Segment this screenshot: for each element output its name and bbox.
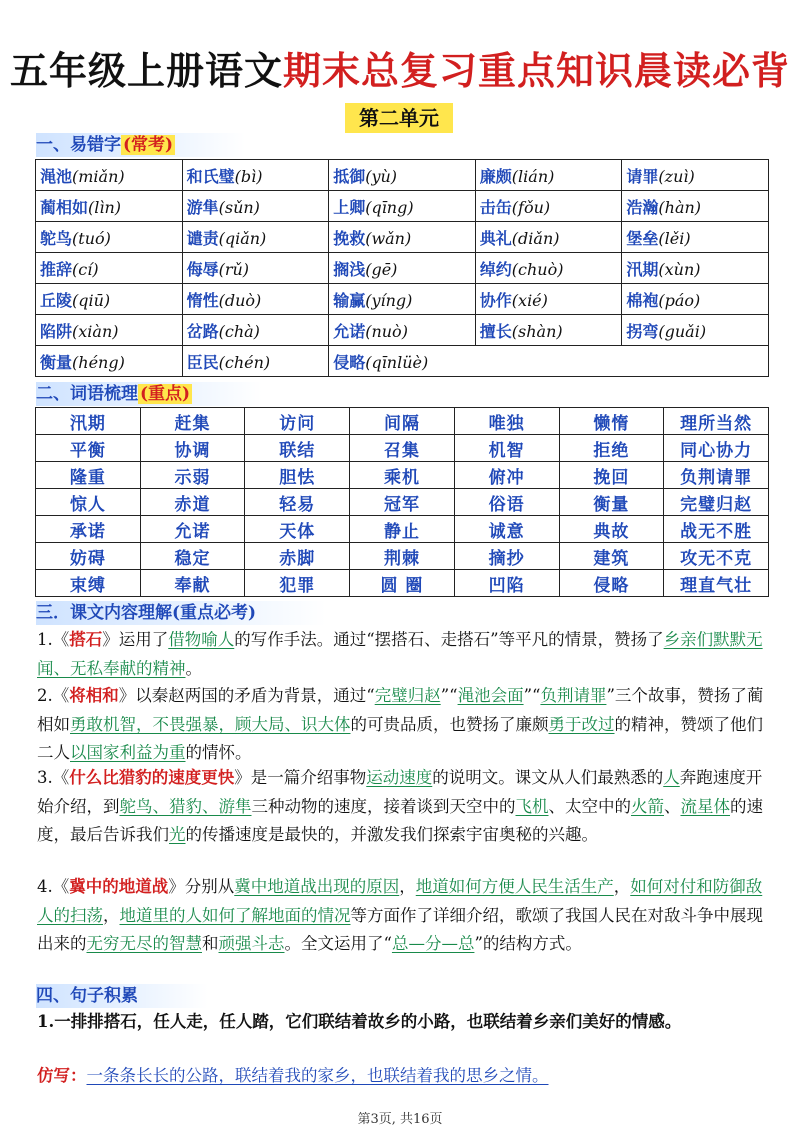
paragraph-3: 3.《什么比猎豹的速度更快》是一篇介绍事物运动速度的说明文。课文从人们最熟悉的人奔跑速度开始介绍，到鸵鸟、猎豹、游隼三种动物的速度，接着谈到天空中的飞机、太空中的火箭、流星体的速度，最后告诉我们光的传播速度是最快的，并激发我们探索宇宙奥秘的兴趣。 (37, 768, 763, 844)
vocab-cell: 凹陷 (454, 570, 559, 597)
vocab-cell: 联结 (245, 435, 350, 462)
char-cell: 蔺相如(lìn) (36, 191, 183, 222)
imitation-sentence: 仿写：一条条长长的公路，联结着我的家乡，也联结着我的思乡之情。 (37, 1066, 549, 1085)
page-title (0, 40, 800, 95)
char-cell: 渑池(miǎn) (36, 160, 183, 191)
char-row (36, 253, 769, 284)
lesson-title: 冀中的地道战 (69, 877, 169, 896)
unit-label: 第二单元 (345, 103, 453, 133)
vocab-row (36, 435, 769, 462)
char-cell: 搁浅(gē) (329, 253, 476, 284)
imitation-label: 仿写 (37, 1066, 70, 1085)
char-row (36, 284, 769, 315)
lesson-title: 什么比猎豹的速度更快 (69, 768, 235, 787)
char-cell: 挽救(wǎn) (329, 222, 476, 253)
title-part-2: 期末总复习重点知识晨读必背 (283, 49, 791, 93)
char-cell: 允诺(nuò) (329, 315, 476, 346)
vocab-cell: 诚意 (454, 516, 559, 543)
char-cell: 惰性(duò) (182, 284, 329, 315)
char-cell: 协作(xié) (475, 284, 622, 315)
vocab-cell: 懒惰 (559, 408, 664, 435)
vocab-cell: 拒绝 (559, 435, 664, 462)
vocab-cell: 汛期 (36, 408, 141, 435)
vocab-cell: 负荆请罪 (664, 462, 769, 489)
char-cell: 拐弯(guǎi) (622, 315, 769, 346)
lesson-title: 搭石 (69, 630, 103, 649)
char-cell: 浩瀚(hàn) (622, 191, 769, 222)
char-cell: 堡垒(lěi) (622, 222, 769, 253)
vocab-cell: 平衡 (36, 435, 141, 462)
section-3-label: 三．课文内容理解(重点必考) (36, 603, 257, 623)
char-cell: 侵略(qīnlüè) (329, 346, 769, 377)
section-heading-1 (36, 133, 245, 157)
vocab-cell: 战无不胜 (664, 516, 769, 543)
page-footer: 第3页, 共16页 (357, 1112, 443, 1127)
vocab-row (36, 543, 769, 570)
vocab-cell: 束缚 (36, 570, 141, 597)
vocab-cell: 妨碍 (36, 543, 141, 570)
vocab-cell: 圆 圈 (350, 570, 455, 597)
vocab-cell: 赤道 (140, 489, 245, 516)
vocab-cell: 同心协力 (664, 435, 769, 462)
vocab-cell: 惊人 (36, 489, 141, 516)
vocab-cell: 摘抄 (454, 543, 559, 570)
lesson-title: 将相和 (69, 686, 119, 705)
vocab-cell: 挽回 (559, 462, 664, 489)
vocab-cell: 理直气壮 (664, 570, 769, 597)
vocab-cell: 轻易 (245, 489, 350, 516)
vocab-cell: 建筑 (559, 543, 664, 570)
vocab-cell: 天体 (245, 516, 350, 543)
vocab-cell: 赶集 (140, 408, 245, 435)
char-cell: 岔路(chà) (182, 315, 329, 346)
vocab-cell: 隆重 (36, 462, 141, 489)
char-cell: 侮辱(rǔ) (182, 253, 329, 284)
char-cell: 丘陵(qiū) (36, 284, 183, 315)
char-cell: 游隼(sǔn) (182, 191, 329, 222)
paragraph-1: 1.《搭石》运用了借物喻人的写作手法。通过“摆搭石、走搭石”等平凡的情景，赞扬了乡亲们默默无闻、无私奉献的精神。 (37, 630, 763, 678)
paragraph-4: 4.《冀中的地道战》分别从冀中地道战出现的原因，地道如何方便人民生活生产，如何对付和防御敌人的扫荡，地道里的人如何了解地面的情况等方面作了详细介绍，歌颂了我国人民在对敌斗争中展现出来的无穷无尽的智慧和顽强斗志。全文运用了“总—分—总”的结构方式。 (37, 877, 763, 953)
char-cell: 抵御(yù) (329, 160, 476, 191)
paragraph-2: 2.《将相和》以秦赵两国的矛盾为背景，通过“完璧归赵”“渑池会面”“负荆请罪”三个故事，赞扬了蔺相如勇敢机智，不畏强暴，顾大局、识大体的可贵品质，也赞扬了廉颇勇于改过的精神，赞颂了他们二人以国家利益为重的情怀。 (37, 686, 764, 762)
char-cell: 擅长(shàn) (475, 315, 622, 346)
imitation-text: 一条条长长的公路，联结着我的家乡，也联结着我的思乡之情。 (86, 1066, 549, 1085)
char-row (36, 191, 769, 222)
section-2-tag: (重点) (140, 384, 191, 404)
error-prone-chars-table (35, 159, 769, 377)
vocab-row (36, 570, 769, 597)
vocab-cell: 理所当然 (664, 408, 769, 435)
vocab-table (35, 407, 769, 597)
char-cell: 上卿(qīng) (329, 191, 476, 222)
char-cell: 输赢(yíng) (329, 284, 476, 315)
vocab-cell: 犯罪 (245, 570, 350, 597)
section-heading-2 (36, 382, 262, 406)
vocab-row (36, 489, 769, 516)
char-cell: 廉颇(lián) (475, 160, 622, 191)
vocab-cell: 冠军 (350, 489, 455, 516)
vocab-cell: 静止 (350, 516, 455, 543)
vocab-cell: 奉献 (140, 570, 245, 597)
char-row (36, 315, 769, 346)
char-cell: 谴责(qiǎn) (182, 222, 329, 253)
sentence-example: 1.一排排搭石，任人走，任人踏，它们联结着故乡的小路，也联结着乡亲们美好的情感。 (37, 1012, 682, 1031)
vocab-cell: 衡量 (559, 489, 664, 516)
char-cell: 推辞(cí) (36, 253, 183, 284)
char-row (36, 346, 769, 377)
char-cell: 棉袍(páo) (622, 284, 769, 315)
vocab-cell: 俯冲 (454, 462, 559, 489)
vocab-row (36, 516, 769, 543)
section-1-tag: (常考) (123, 135, 174, 155)
vocab-cell: 示弱 (140, 462, 245, 489)
vocab-cell: 侵略 (559, 570, 664, 597)
vocab-cell: 赤脚 (245, 543, 350, 570)
vocab-cell: 访问 (245, 408, 350, 435)
vocab-cell: 稳定 (140, 543, 245, 570)
section-2-label: 二、词语梳理 (36, 384, 138, 404)
vocab-cell: 俗语 (454, 489, 559, 516)
section-heading-4 (36, 984, 208, 1008)
vocab-cell: 胆怯 (245, 462, 350, 489)
vocab-cell: 唯独 (454, 408, 559, 435)
vocab-cell: 机智 (454, 435, 559, 462)
vocab-cell: 允诺 (140, 516, 245, 543)
section-4-label: 四、句子积累 (36, 986, 138, 1006)
vocab-cell: 典故 (559, 516, 664, 543)
char-cell: 汛期(xùn) (622, 253, 769, 284)
char-cell: 绰约(chuò) (475, 253, 622, 284)
char-cell: 典礼(diǎn) (475, 222, 622, 253)
char-row (36, 222, 769, 253)
char-cell: 击缶(fǒu) (475, 191, 622, 222)
vocab-cell: 承诺 (36, 516, 141, 543)
char-cell: 臣民(chén) (182, 346, 329, 377)
vocab-cell: 攻无不克 (664, 543, 769, 570)
section-1-label: 一、易错字 (36, 135, 121, 155)
char-cell: 陷阱(xiàn) (36, 315, 183, 346)
char-cell: 鸵鸟(tuó) (36, 222, 183, 253)
char-cell: 请罪(zuì) (622, 160, 769, 191)
vocab-row (36, 462, 769, 489)
char-row (36, 160, 769, 191)
vocab-cell: 间隔 (350, 408, 455, 435)
vocab-cell: 协调 (140, 435, 245, 462)
char-cell: 和氏璧(bì) (182, 160, 329, 191)
section-heading-3 (36, 601, 326, 625)
vocab-cell: 召集 (350, 435, 455, 462)
title-part-1: 五年级上册语文 (9, 49, 283, 93)
vocab-cell: 荆棘 (350, 543, 455, 570)
vocab-row (36, 408, 769, 435)
char-cell: 衡量(héng) (36, 346, 183, 377)
vocab-cell: 乘机 (350, 462, 455, 489)
vocab-cell: 完璧归赵 (664, 489, 769, 516)
